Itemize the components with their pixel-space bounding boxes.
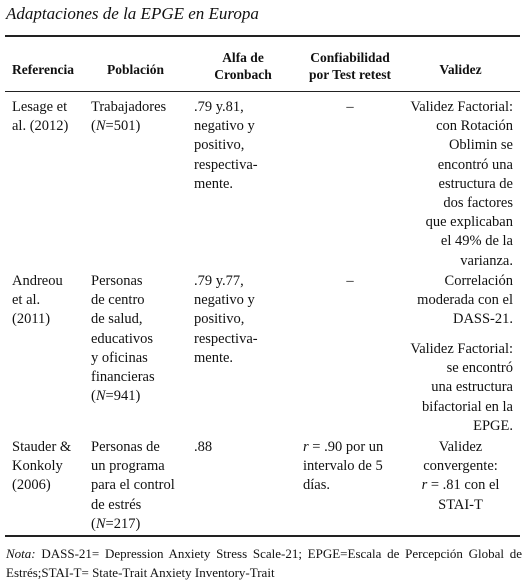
row1-referencia: Lesage et al. (2012) [12,99,69,135]
row3-poblacion: Personas de un programa para el control de estrés (N=217) [91,439,175,532]
row1-confiabilidad: – [346,99,354,115]
bottom-rule [5,535,520,537]
row2-referencia: Andreou et al. (2011) [12,273,63,328]
note-line-2: Estrés;STAI-T= State-Trait Anxiety Inventory-Trait [6,564,275,580]
header-rule [5,91,520,92]
header-validez: Validez [439,62,482,77]
row3-alfa: .88 [194,439,213,455]
row3-validez: Validez convergente: r = .81 con el STAI-T [421,439,500,513]
row1-poblacion: Trabajadores (N=501) [91,99,167,135]
header-alfa: Alfa de Cronbach [214,50,272,82]
header-poblacion: Población [107,62,165,77]
row1-alfa: .79 y.81, negativo y positivo, respectiva- mente. [194,99,258,192]
row2-alfa: .79 y.77, negativo y positivo, respectiva- mente. [194,273,258,366]
row2-poblacion: Personas de centro de salud, educativos y oficinas financieras (N=941) [91,273,155,405]
row2-validez-correlacion: Correlación moderada con el DASS-21. [417,273,513,328]
row2-confiabilidad: – [346,273,354,289]
table-title: Adaptaciones de la EPGE en Europa [6,4,259,23]
note-line-1: Nota: DASS-21= Depression Anxiety Stress Scale-21; EPGE=Escala de Percepción Global de [6,546,522,561]
header-referencia: Referencia [12,62,74,77]
table-note [6,545,522,582]
top-rule [5,35,520,37]
header-confiabilidad: Confiabilidad por Test retest [309,50,391,82]
row1-validez: Validez Factorial: con Rotación Oblimin se encontró una estructura de dos factores que explicaban el 49% de la varianza. [410,99,513,269]
row3-referencia: Stauder & Konkoly (2006) [12,439,72,494]
row3-confiabilidad: r = .90 por un intervalo de 5 días. [303,439,384,494]
row2-validez-factorial: Validez Factorial: se encontró una estructura bifactorial en la EPGE. [410,341,513,434]
